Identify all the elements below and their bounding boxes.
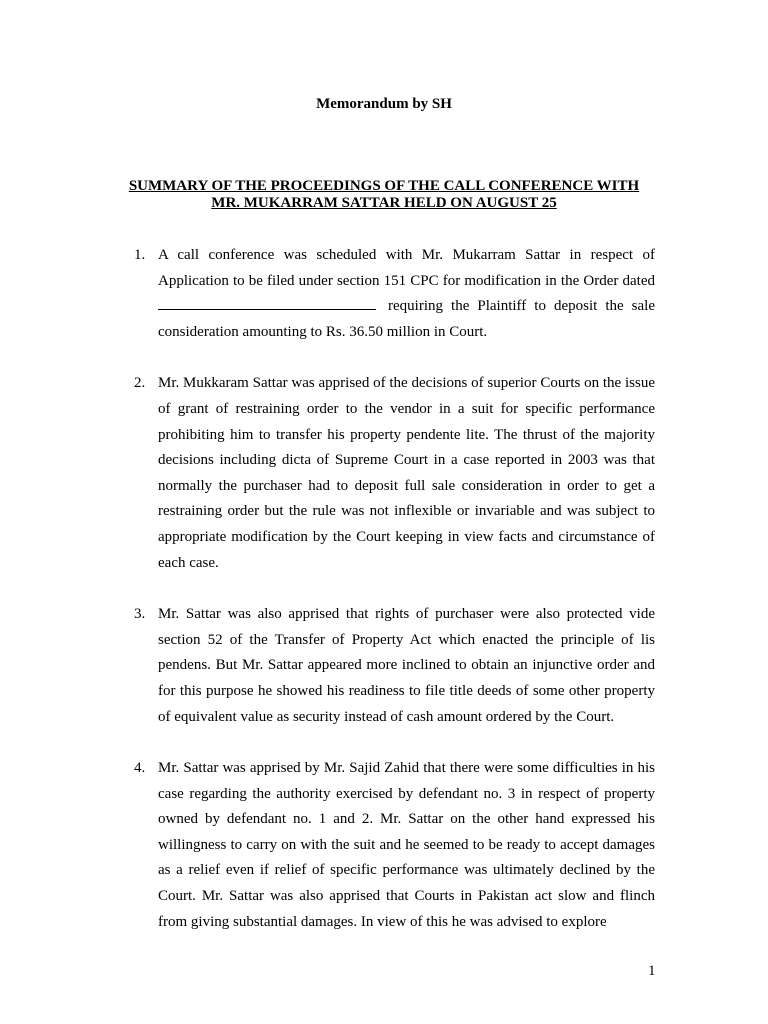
list-item — [0, 602, 768, 730]
summary-heading-line-1: SUMMARY OF THE PROCEEDINGS OF THE CALL CONFERENCE WITH — [128, 178, 640, 194]
list-item-text-before-blank: A call conference was scheduled with Mr. Mukarram Sattar in respect of Application to be filed under section 151 CPC for modification in the Order dated — [158, 247, 655, 289]
list-item-text-after-blank: requiring the Plaintiff to deposit the sale consideration amounting to Rs. 36.50 million in Court. — [158, 298, 656, 340]
list-item-text: Mr. Sattar was apprised by Mr. Sajid Zahid that there were some difficulties in his case regarding the authority exercised by defendant no. 3 in respect of property owned by defendant no. 1 and 2. Mr. Sattar on the other hand expressed his willingness to carry on with the suit and he seemed to be ready to accept damages as a relief even if relief of specific performance was ultimately declined by the Court. Mr. Sattar was also apprised that Courts in Pakistan act slow and flinch from giving substantial damages. In view of this he was advised to explore — [158, 760, 655, 930]
list-item-text: Mr. Mukkaram Sattar was apprised of the decisions of superior Courts on the issue of grant of restraining order to the vendor in a suit for specific performance prohibiting him to transfer his property pendente lite. The thrust of the majority decisions including dicta of Supreme Court in a case reported in 2003 was that normally the purchaser had to deposit full sale consideration in order to get a restraining order but the rule was not inflexible or invariable and was subject to appropriate modification by the Court keeping in view facts and circumstance of each case. — [158, 375, 655, 571]
list-item-text: Mr. Sattar was also apprised that rights of purchaser were also protected vide section 52 of the Transfer of Property Act which enacted the principle of lis pendens. But Mr. Sattar appeared more inclined to obtain an injunctive order and for this purpose he showed his readiness to file title deeds of some other property of equivalent value as security instead of cash amount ordered by the Court. — [158, 606, 655, 725]
list-item-number: 3. — [134, 606, 146, 623]
list-item — [0, 756, 768, 935]
memo-title: Memorandum by SH — [316, 96, 452, 112]
summary-heading — [118, 178, 650, 212]
list-item — [0, 371, 768, 576]
list-item-number: 2. — [134, 375, 146, 392]
date-blank-line — [158, 295, 376, 310]
list-item-text — [158, 243, 655, 345]
list-item-number: 1. — [134, 247, 146, 263]
numbered-list — [0, 243, 768, 961]
list-item-number: 4. — [134, 760, 146, 777]
summary-heading-line-2: MR. MUKARRAM SATTAR HELD ON AUGUST 25 — [211, 195, 557, 211]
page-number: 1 — [648, 963, 656, 979]
list-item — [0, 243, 768, 345]
